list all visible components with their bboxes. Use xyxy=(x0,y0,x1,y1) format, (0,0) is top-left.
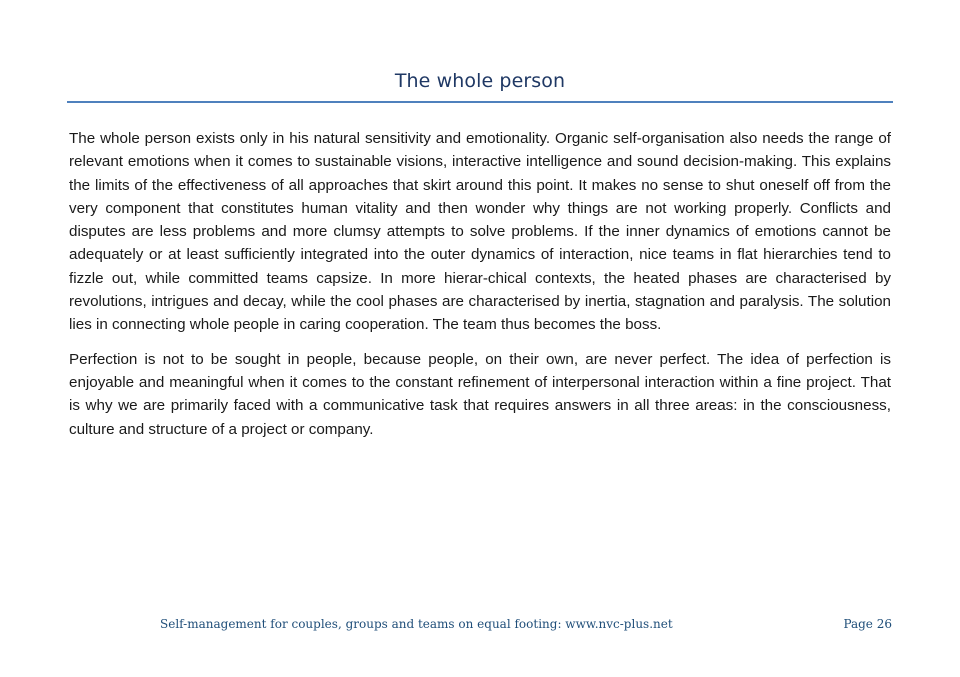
footer-citation: Self-management for couples, groups and teams on equal footing: www.nvc-plus.net xyxy=(160,617,673,631)
body-text xyxy=(69,127,891,452)
paragraph: Perfection is not to be sought in people, because people, on their own, are never perfect. The idea of perfection is enjoyable and meaningful when it comes to the constant refinement of interpersonal interaction within a fine project. That is why we are primarily faced with a communicative task that requires answers in all three areas: in the consciousness, culture and structure of a project or company. xyxy=(69,350,891,438)
page-title: The whole person xyxy=(394,70,566,92)
paragraph: The whole person exists only in his natural sensitivity and emotionality. Organic self-organisation also needs the range of relevant emotions when it comes to sustainable visions, interactive intelligence and sound decision-making. This explains the limits of the effectiveness of all approaches that skirt around this point. It makes no sense to shut oneself off from the very component that constitutes human vitality and then wonder why things are not working properly. Conflicts and disputes are less problems and more clumsy attempts to solve problems. If the inner dynamics of emotions cannot be adequately or at least sufficiently integrated into the outer dynamics of interaction, nice teams in flat hierarchies tend to fizzle out, while committed teams capsize. In more hierar-chical contexts, the heated phases are characterised by revolutions, intrigues and decay, while the cool phases are characterised by inertia, stagnation and paralysis. The solution lies in connecting whole people in caring cooperation. The team thus becomes the boss. xyxy=(69,130,891,334)
title-underline-rule xyxy=(67,101,893,103)
page-number: Page 26 xyxy=(843,617,892,631)
